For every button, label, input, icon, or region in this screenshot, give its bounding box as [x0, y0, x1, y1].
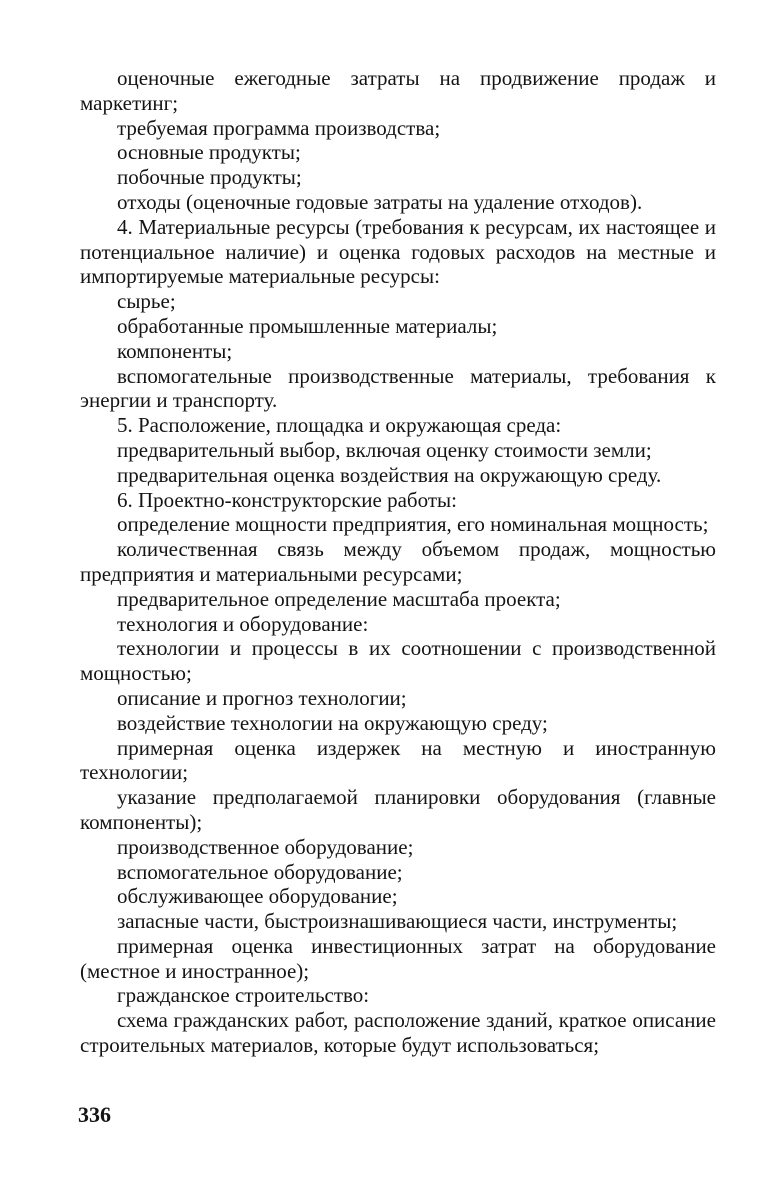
- paragraph: обработанные промышленные материалы;: [117, 313, 498, 338]
- paragraph: технологии и процессы в их соотношении с производственной мощностью;: [80, 636, 716, 686]
- paragraph: схема гражданских работ, расположение зданий, краткое описание строительных материалов, которые будут использоваться;: [80, 1008, 716, 1058]
- paragraph: побочные продукты;: [117, 165, 302, 190]
- paragraph: гражданское строительство:: [117, 983, 370, 1008]
- paragraph: предварительный выбор, включая оценку стоимости земли;: [117, 437, 652, 462]
- section-heading: 6. Проектно-конструкторские работы:: [117, 487, 457, 512]
- paragraph: воздействие технологии на окружающую среду;: [117, 710, 548, 735]
- page-number: 336: [78, 1102, 111, 1127]
- paragraph: отходы (оценочные годовые затраты на удаление отходов).: [117, 189, 643, 214]
- paragraph: определение мощности предприятия, его номинальная мощность;: [117, 512, 709, 537]
- paragraph: сырье;: [117, 289, 176, 314]
- paragraph: предварительное определение масштаба проекта;: [117, 586, 561, 611]
- paragraph: технология и оборудование:: [117, 611, 369, 636]
- paragraph: вспомогательное оборудование;: [117, 859, 403, 884]
- paragraph: производственное оборудование;: [117, 834, 414, 859]
- paragraph: вспомогательные производственные материалы, требования к энергии и транспорту.: [80, 363, 716, 413]
- paragraph: основные продукты;: [117, 140, 301, 165]
- paragraph: описание и прогноз технологии;: [117, 685, 407, 710]
- paragraph: предварительная оценка воздействия на окружающую среду.: [117, 462, 662, 487]
- paragraph: требуемая программа производства;: [117, 115, 441, 140]
- paragraph: компоненты;: [117, 338, 233, 363]
- paragraph: оценочные ежегодные затраты на продвижение продаж и маркетинг;: [80, 66, 716, 115]
- paragraph: запасные части, быстроизнашивающиеся части, инструменты;: [117, 909, 678, 934]
- paragraph: количественная связь между объемом продаж, мощностью предприятия и материальными ресурсами;: [80, 537, 716, 586]
- paragraph: примерная оценка издержек на местную и иностранную технологии;: [80, 735, 716, 785]
- section-heading: 4. Материальные ресурсы (требования к ресурсам, их настоящее и потенциальное наличие) и оценка годовых расходов на местные и импортируемые материальные ресурсы:: [80, 214, 716, 289]
- paragraph: обслуживающее оборудование;: [117, 884, 398, 909]
- paragraph: примерная оценка инвестиционных затрат на оборудование (местное и иностранное);: [80, 933, 716, 983]
- page-body: [80, 66, 716, 1058]
- section-heading: 5. Расположение, площадка и окружающая среда:: [117, 413, 562, 438]
- paragraph: указание предполагаемой планировки оборудования (главные компоненты);: [80, 785, 716, 834]
